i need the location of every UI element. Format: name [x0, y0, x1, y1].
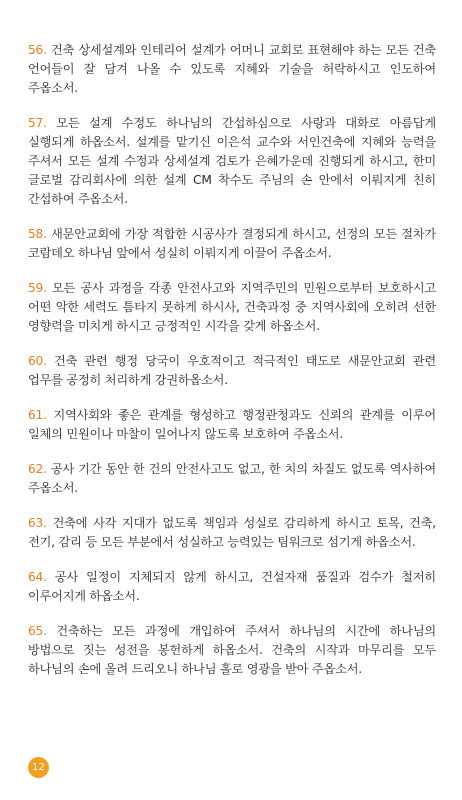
item-number: 61.	[28, 408, 47, 422]
item-text: 새문안교회에 가장 적합한 시공사가 결정되게 하시고, 선정의 모든 절차가 코람데오 하나님 앞에서 성실히 이뤄지게 이끌어 주옵소서.	[28, 227, 436, 260]
prayer-list	[28, 41, 436, 695]
prayer-item-60	[28, 352, 436, 390]
item-number: 65.	[28, 624, 47, 638]
prayer-item-57	[28, 114, 436, 209]
item-number: 60.	[28, 354, 47, 368]
prayer-item-56	[28, 41, 436, 98]
item-text: 건축 상세설계와 인테리어 설계가 어머니 교회로 표현해야 하는 모든 건축 언어들이 잘 담겨 나올 수 있도록 지혜와 기술을 허락하시고 인도하여 주옵소서.	[28, 43, 436, 95]
prayer-item-59	[28, 279, 436, 336]
item-number: 56.	[28, 43, 47, 57]
prayer-item-65	[28, 622, 436, 679]
prayer-item-62	[28, 460, 436, 498]
page-number-badge: 12	[28, 757, 49, 778]
item-number: 58.	[28, 227, 47, 241]
prayer-item-61	[28, 406, 436, 444]
item-text: 건축하는 모든 과정에 개입하여 주셔서 하나님의 시간에 하나님의 방법으로 짓는 성전을 봉헌하게 하옵소서. 건축의 시작과 마무리를 모두 하나님의 손에 올려 드리오니 하나님 홀로 영광을 받아 주옵소서.	[28, 624, 436, 676]
item-text: 건축에 사각 지대가 없도록 책임과 성실로 감리하게 하시고 토목, 건축, 전기, 감리 등 모든 부분에서 성실하고 능력있는 팀워크로 섬기게 하옵소서.	[28, 516, 436, 549]
item-text: 지역사회와 좋은 관계를 형성하고 행정관청과도 신뢰의 관계를 이루어 일체의 민원이나 마찰이 일어나지 않도록 보호하여 주옵소서.	[28, 408, 436, 441]
item-number: 64.	[28, 570, 47, 584]
item-text: 모든 설계 수정도 하나님의 간섭하심으로 사랑과 대화로 아름답게 실행되게 하옵소서. 설계를 맡기신 이은석 교수와 서인건축에 지혜와 능력을 주셔서 모든 설계 수정과 상세설계 검토가 은혜가운데 진행되게 하시고, 한미 글로벌 감리회사에 의한 설계 CM 착수도 주님의 손 안에서 이뤄지게 친히 간섭하여 주옵소서.	[28, 116, 436, 206]
item-number: 57.	[28, 116, 47, 130]
item-text: 건축 관련 행정 당국이 우호적이고 적극적인 태도로 새문안교회 관련 업무를 공정히 처리하게 강권하옵소서.	[28, 354, 436, 387]
prayer-item-64	[28, 568, 436, 606]
item-number: 59.	[28, 281, 47, 295]
item-text: 모든 공사 과정을 각종 안전사고와 지역주민의 민원으로부터 보호하시고 어떤 악한 세력도 틈타지 못하게 하시사, 건축과정 중 지역사회에 오히려 선한 영향력을 미치게 하시고 긍정적인 시각을 갖게 하옵소서.	[28, 281, 436, 333]
prayer-item-63	[28, 514, 436, 552]
item-number: 63.	[28, 516, 47, 530]
item-text: 공사 일정이 지체되지 않게 하시고, 건설자재 품질과 검수가 철저히 이루어지게 하옵소서.	[28, 570, 436, 603]
prayer-item-58	[28, 225, 436, 263]
item-text: 공사 기간 동안 한 건의 안전사고도 없고, 한 치의 차질도 없도록 역사하여 주옵소서.	[28, 462, 436, 495]
item-number: 62.	[28, 462, 47, 476]
